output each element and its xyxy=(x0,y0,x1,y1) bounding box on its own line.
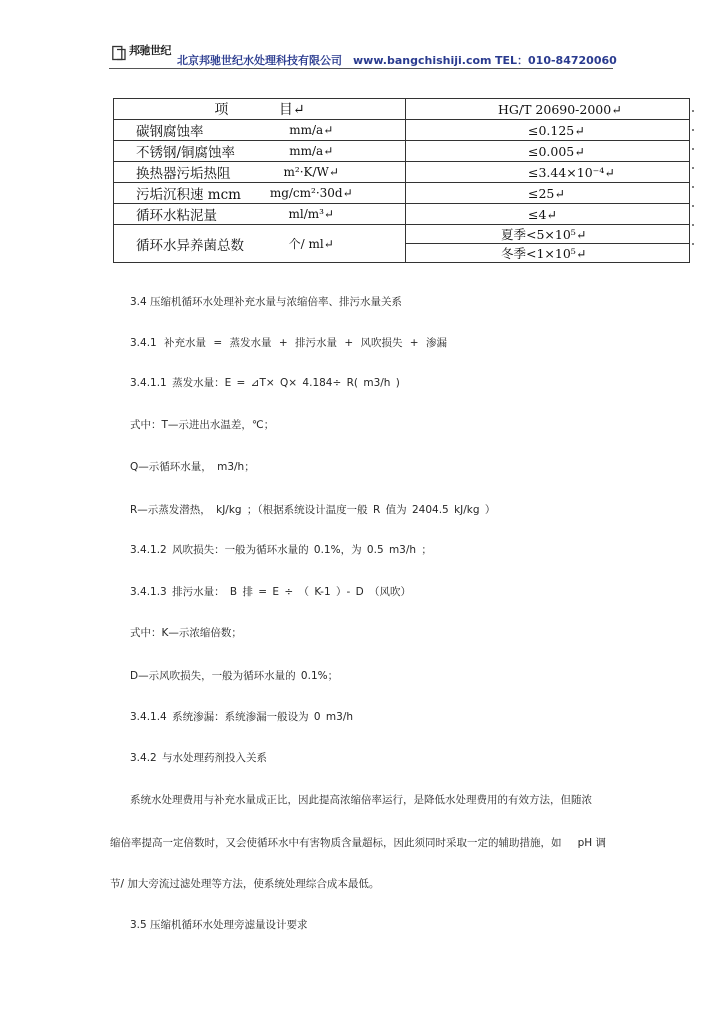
table-row xyxy=(114,162,690,183)
paragraph-line xyxy=(110,837,606,849)
company-phone: TEL：010-84720060 xyxy=(495,54,617,67)
standard-value-cell: ≤25↵ xyxy=(406,183,690,204)
row-end-mark xyxy=(692,148,694,150)
item-name-cell: 碳钢腐蚀率 xyxy=(114,120,264,141)
section-3-4-2-heading: 3.4.2 与水处理药剂投入关系 xyxy=(130,752,268,764)
table-header-row xyxy=(114,99,690,120)
evaporation-formula: 3.4.1.1 蒸发水量：E = ⊿T× Q× 4.184÷ R( m3/h ) xyxy=(130,377,400,389)
standard-value-cell: ≤0.005↵ xyxy=(406,141,690,162)
paragraph-line: 节/ 加大旁流过滤处理等方法，使系统处理综合成本最低。 xyxy=(110,878,380,890)
table-row xyxy=(114,120,690,141)
table-row xyxy=(114,225,690,244)
summer-value-cell: 夏季<5×10⁵↵ xyxy=(406,225,690,244)
unit-cell: mm/a↵ xyxy=(264,120,406,141)
logo-icon xyxy=(112,45,126,61)
row-end-mark xyxy=(692,129,694,131)
standard-value-cell: ≤4↵ xyxy=(406,204,690,225)
standard-value-cell: ≤0.125↵ xyxy=(406,120,690,141)
section-3-4-1-formula: 3.4.1 补充水量 = 蒸发水量 + 排污水量 + 风吹损失 + 渗漏 xyxy=(130,337,447,349)
company-name: 北京邦驰世纪水处理科技有限公司 xyxy=(177,54,342,67)
winter-value-cell: 冬季<1×10⁵↵ xyxy=(406,244,690,263)
system-leakage-line: 3.4.1.4 系统渗漏：系统渗漏一般设为 0 m3/h xyxy=(130,711,354,723)
row-end-mark xyxy=(692,205,694,207)
unit-cell: ml/m³↵ xyxy=(264,204,406,225)
formula-definition-r: R—示蒸发潜热， kJ/kg ；（根据系统设计温度一般 R 值为 2404.5 kJ/kg ） xyxy=(130,504,496,516)
item-name-cell: 不锈钢/铜腐蚀率 xyxy=(114,141,264,162)
row-end-mark xyxy=(692,243,694,245)
paragraph-line-end: pH 调 xyxy=(577,837,606,849)
item-name-cell: 污垢沉积速 mcm xyxy=(114,183,264,204)
unit-cell: mm/a↵ xyxy=(264,141,406,162)
row-end-mark xyxy=(692,186,694,188)
logo-wordmark: 邦驰世纪 xyxy=(129,44,171,57)
header-item-cell: 项 目↵ xyxy=(114,99,406,120)
unit-cell: mg/cm²·30d↵ xyxy=(264,183,406,204)
paragraph-line-start: 缩倍率提高一定倍数时，又会使循环水中有害物质含量超标，因此须同时采取一定的辅助措施，如 xyxy=(110,837,562,849)
row-end-mark xyxy=(692,167,694,169)
section-3-4-heading: 3.4 压缩机循环水处理补充水量与浓缩倍率、排污水量关系 xyxy=(130,296,403,308)
blowdown-formula: 3.4.1.3 排污水量： B 排 = E ÷ （ K-1 ）- D （风吹） xyxy=(130,586,412,598)
table-row xyxy=(114,141,690,162)
item-name-cell: 循环水粘泥量 xyxy=(114,204,264,225)
windage-loss-line: 3.4.1.2 风吹损失：一般为循环水量的 0.1%，为 0.5 m3/h ； xyxy=(130,544,432,556)
item-name-cell: 换热器污垢热阻 xyxy=(114,162,264,183)
unit-cell: 个/ ml↵ xyxy=(264,225,406,263)
formula-definition-d: D—示风吹损失，一般为循环水量的 0.1%； xyxy=(130,670,339,682)
table-row xyxy=(114,183,690,204)
formula-definition-k: 式中：K—示浓缩倍数； xyxy=(130,627,242,639)
paragraph-line: 系统水处理费用与补充水量成正比，因此提高浓缩倍率运行，是降低水处理费用的有效方法，但随浓 xyxy=(130,794,592,806)
table-row xyxy=(114,204,690,225)
item-name-cell: 循环水异养菌总数 xyxy=(114,225,264,263)
formula-definition-q: Q—示循环水量， m3/h； xyxy=(130,461,255,473)
water-quality-spec-table xyxy=(113,98,690,263)
header-divider xyxy=(109,68,613,69)
row-end-mark xyxy=(692,224,694,226)
header-standard-cell: HG/T 20690-2000↵ xyxy=(406,99,690,120)
unit-cell: m²·K/W↵ xyxy=(264,162,406,183)
section-3-5-heading: 3.5 压缩机循环水处理旁滤量设计要求 xyxy=(130,919,308,931)
standard-value-cell: ≤3.44×10⁻⁴↵ xyxy=(406,162,690,183)
company-website: www.bangchishiji.com xyxy=(353,54,492,67)
row-end-mark xyxy=(692,110,694,112)
formula-definition-t: 式中：T—示进出水温差，℃； xyxy=(130,419,275,431)
